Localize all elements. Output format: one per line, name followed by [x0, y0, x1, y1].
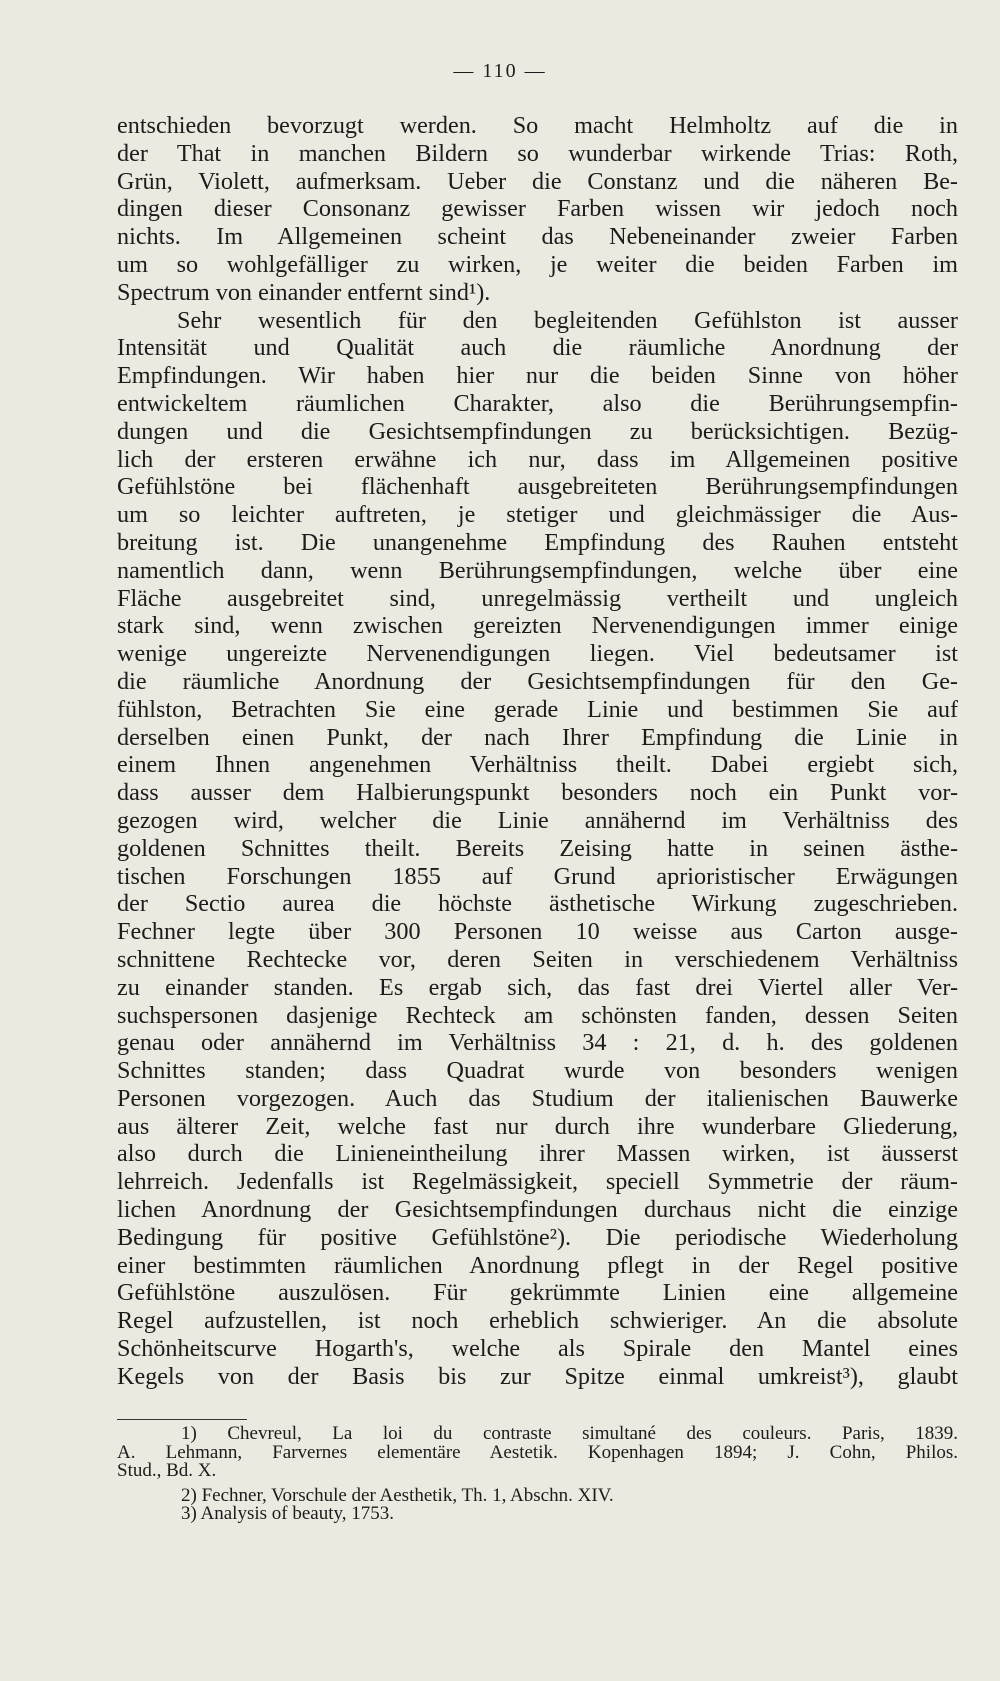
footnote-line: A. Lehmann, Farvernes elementäre Aestetik. Kopenhagen 1894; J. Cohn, Philos. [117, 1443, 958, 1462]
text-line: Spectrum von einander entfernt sind¹). [117, 278, 491, 306]
footnote-line: Stud., Bd. X. [117, 1462, 217, 1481]
footnote-line: 2) Fechner, Vorschule der Aesthetik, Th. 1, Abschn. XIV. [181, 1486, 614, 1505]
text-line: stark sind, wenn zwischen gereizten Nervenendigungen immer einige [117, 612, 958, 640]
text-line: lichen Anordnung der Gesichtsempfindungen durchaus nicht die einzige [117, 1196, 958, 1224]
text-line: dungen und die Gesichtsempfindungen zu berücksichtigen. Bezüg- [117, 417, 958, 445]
text-line: einer bestimmten räumlichen Anordnung pflegt in der Regel positive [117, 1251, 958, 1279]
text-line: Bedingung für positive Gefühlstöne²). Die periodische Wiederholung [117, 1223, 958, 1251]
footnote-rule [117, 1419, 247, 1420]
footnote-line: 1) Chevreul, La loi du contraste simultané des couleurs. Paris, 1839. [181, 1425, 958, 1444]
text-line: Fläche ausgebreitet sind, unregelmässig vertheilt und ungleich [117, 584, 958, 612]
text-line: genau oder annähernd im Verhältniss 34 : 21, d. h. des goldenen [117, 1029, 958, 1057]
text-line: derselben einen Punkt, der nach Ihrer Empfindung die Linie in [117, 723, 958, 751]
text-line: Empfindungen. Wir haben hier nur die beiden Sinne von höher [117, 362, 958, 390]
text-line: namentlich dann, wenn Berührungsempfindungen, welche über eine [117, 556, 958, 584]
text-line: um so leichter auftreten, je stetiger und gleichmässiger die Aus- [117, 501, 958, 529]
text-line: fühlston, Betrachten Sie eine gerade Linie und bestimmen Sie auf [117, 695, 958, 723]
text-line: entwickeltem räumlichen Charakter, also die Berührungsempfin- [117, 389, 958, 417]
text-line: tischen Forschungen 1855 auf Grund aprioristischer Erwägungen [117, 862, 958, 890]
text-line: einem Ihnen angenehmen Verhältniss theilt. Dabei ergiebt sich, [117, 751, 958, 779]
text-line: suchspersonen dasjenige Rechteck am schönsten fanden, dessen Seiten [117, 1001, 958, 1029]
text-line: dingen dieser Consonanz gewisser Farben wissen wir jedoch noch [117, 195, 958, 223]
text-line: breitung ist. Die unangenehme Empfindung des Rauhen entsteht [117, 528, 958, 556]
text-line: der Sectio aurea die höchste ästhetische Wirkung zugeschrieben. [117, 890, 958, 918]
text-line: Regel aufzustellen, ist noch erheblich schwieriger. An die absolute [117, 1307, 958, 1335]
text-line: aus älterer Zeit, welche fast nur durch ihre wunderbare Gliederung, [117, 1112, 958, 1140]
text-line: Intensität und Qualität auch die räumliche Anordnung der [117, 334, 958, 362]
text-line: Sehr wesentlich für den begleitenden Gefühlston ist ausser [177, 306, 958, 334]
text-line: entschieden bevorzugt werden. So macht Helmholtz auf die in [117, 112, 958, 139]
text-line: Grün, Violett, aufmerksam. Ueber die Constanz und die näheren Be- [117, 167, 958, 195]
text-line: die räumliche Anordnung der Gesichtsempfindungen für den Ge- [117, 667, 958, 695]
text-line: Gefühlstöne auszulösen. Für gekrümmte Linien eine allgemeine [117, 1279, 958, 1307]
text-line: Gefühlstöne bei flächenhaft ausgebreiteten Berührungsempfindungen [117, 473, 958, 501]
text-line: Schönheitscurve Hogarth's, welche als Spirale den Mantel eines [117, 1335, 958, 1363]
text-line: dass ausser dem Halbierungspunkt besonders noch ein Punkt vor- [117, 779, 958, 807]
text-line: also durch die Linieneintheilung ihrer Massen wirken, ist äusserst [117, 1140, 958, 1168]
body-text [117, 112, 958, 1391]
text-line: goldenen Schnittes theilt. Bereits Zeising hatte in seinen ästhe- [117, 834, 958, 862]
text-line: lehrreich. Jedenfalls ist Regelmässigkeit, speciell Symmetrie der räum- [117, 1168, 958, 1196]
text-line: lich der ersteren erwähne ich nur, dass im Allgemeinen positive [117, 445, 958, 473]
text-line: nichts. Im Allgemeinen scheint das Nebeneinander zweier Farben [117, 223, 958, 251]
text-line: gezogen wird, welcher die Linie annähernd im Verhältniss des [117, 806, 958, 834]
text-line: um so wohlgefälliger zu wirken, je weiter die beiden Farben im [117, 250, 958, 278]
footnotes [117, 1425, 958, 1524]
text-line: Schnittes standen; dass Quadrat wurde von besonders wenigen [117, 1057, 958, 1085]
page-number: — 110 — [453, 60, 547, 82]
text-line: schnittene Rechtecke vor, deren Seiten in verschiedenem Verhältniss [117, 945, 958, 973]
text-line: Kegels von der Basis bis zur Spitze einmal umkreist³), glaubt [117, 1362, 958, 1390]
text-line: der That in manchen Bildern so wunderbar wirkende Trias: Roth, [117, 139, 958, 167]
text-line: wenige ungereizte Nervenendigungen liegen. Viel bedeutsamer ist [117, 640, 958, 668]
text-line: zu einander standen. Es ergab sich, das fast drei Viertel aller Ver- [117, 973, 958, 1001]
footnote-line: 3) Analysis of beauty, 1753. [181, 1505, 395, 1524]
text-line: Personen vorgezogen. Auch das Studium der italienischen Bauwerke [117, 1084, 958, 1112]
text-line: Fechner legte über 300 Personen 10 weisse aus Carton ausge- [117, 918, 958, 946]
